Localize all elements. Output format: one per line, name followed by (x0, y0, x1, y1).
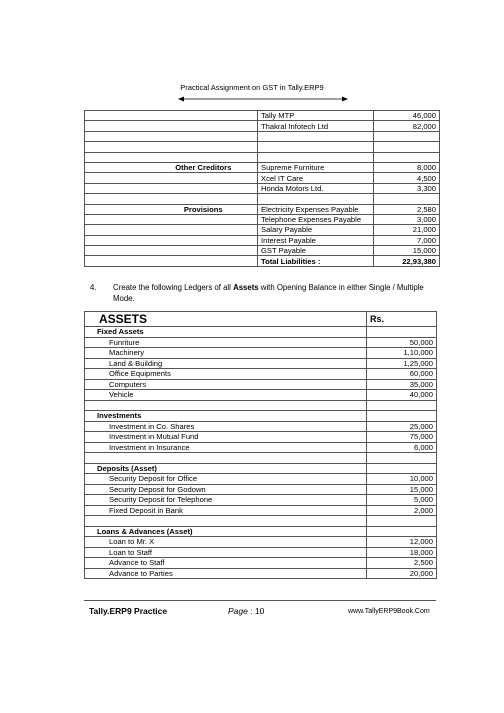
table-row (85, 484, 437, 495)
ledger-amount: 7,000 (374, 235, 440, 245)
table-row (85, 547, 437, 558)
assets-title: ASSETS (85, 312, 367, 327)
ledger-name: Salary Payable (258, 225, 374, 235)
asset-name: Investment in Co. Shares (85, 421, 367, 432)
asset-name: Security Deposit for Telephone (85, 495, 367, 506)
row-spacer (85, 142, 150, 152)
section-name: Deposits (Asset) (85, 463, 367, 474)
asset-name: Loan to Staff (85, 547, 367, 558)
ledger-name (258, 152, 374, 162)
table-row (85, 142, 440, 152)
ledger-amount: 8,000 (374, 162, 440, 172)
footer-page-number: Page : 10 (228, 606, 265, 616)
section-name: Loans & Advances (Asset) (85, 526, 367, 537)
section-name: Fixed Assets (85, 327, 367, 338)
table-row (85, 204, 440, 214)
asset-amount: 35,000 (367, 379, 437, 390)
blank-row (85, 516, 437, 527)
ledger-name (258, 131, 374, 141)
table-row (85, 358, 437, 369)
page-header-title: Practical Assignment on GST in Tally.ERP9 (180, 83, 324, 92)
row-spacer (85, 111, 150, 121)
assets-table (84, 311, 437, 579)
ledger-name: Tally MTP (258, 111, 374, 121)
asset-amount: 6,000 (367, 442, 437, 453)
table-row (85, 505, 437, 516)
table-row (85, 214, 440, 224)
table-row (85, 162, 440, 172)
section-name: Investments (85, 411, 367, 422)
table-row (85, 421, 437, 432)
row-spacer (85, 235, 150, 245)
table-row (85, 558, 437, 569)
table-row (85, 568, 437, 579)
row-spacer (85, 214, 150, 224)
row-spacer (85, 131, 150, 141)
ledger-group (150, 194, 258, 204)
total-label: Total Liabilities : (258, 256, 374, 266)
asset-amount: 5,000 (367, 495, 437, 506)
asset-name: Loan to Mr. X (85, 537, 367, 548)
ledger-amount: 21,000 (374, 225, 440, 235)
ledger-name: GST Payable (258, 246, 374, 256)
asset-name: Funriture (85, 337, 367, 348)
asset-name: Investment in Insurance (85, 442, 367, 453)
asset-name: Land & Building (85, 358, 367, 369)
table-row (85, 152, 440, 162)
row-spacer (85, 173, 150, 183)
table-row (85, 348, 437, 359)
double-arrow-icon (178, 96, 348, 102)
table-row (85, 111, 440, 121)
asset-amount: 50,000 (367, 337, 437, 348)
footer-website: www.TallyERP9Book.Com (348, 608, 430, 615)
ledger-amount: 82,000 (374, 121, 440, 131)
total-amount: 22,93,380 (374, 256, 440, 266)
table-row (85, 121, 440, 131)
asset-name: Fixed Deposit in Bank (85, 505, 367, 516)
table-row (85, 183, 440, 193)
liabilities-table (84, 110, 440, 267)
ledger-name: Telephone Expenses Payable (258, 214, 374, 224)
ledger-amount (374, 131, 440, 141)
row-spacer (85, 183, 150, 193)
asset-name: Vehicle (85, 390, 367, 401)
table-row (85, 131, 440, 141)
row-spacer (85, 400, 367, 411)
row-spacer (367, 327, 437, 338)
table-row (85, 474, 437, 485)
table-row (85, 442, 437, 453)
asset-name: Computers (85, 379, 367, 390)
currency-header: Rs. (367, 312, 437, 327)
ledger-group (150, 246, 258, 256)
row-spacer (85, 516, 367, 527)
ledger-amount: 4,500 (374, 173, 440, 183)
section-header-row (85, 463, 437, 474)
asset-amount: 1,25,000 (367, 358, 437, 369)
section-header-row (85, 327, 437, 338)
table-row (85, 495, 437, 506)
ledger-group (150, 121, 258, 131)
table-row (85, 194, 440, 204)
ledger-amount: 3,300 (374, 183, 440, 193)
blank-row (85, 400, 437, 411)
asset-name: Investment in Mutual Fund (85, 432, 367, 443)
table-row (85, 173, 440, 183)
ledger-amount (374, 142, 440, 152)
asset-amount: 15,000 (367, 484, 437, 495)
table-row (85, 337, 437, 348)
row-spacer (85, 162, 150, 172)
ledger-name: Xcel IT Care (258, 173, 374, 183)
asset-name: Security Deposit for Office (85, 474, 367, 485)
question-number: 4. (90, 283, 97, 292)
asset-amount: 18,000 (367, 547, 437, 558)
ledger-group: Other Creditors (150, 162, 258, 172)
ledger-amount (374, 152, 440, 162)
ledger-amount: 3,000 (374, 214, 440, 224)
question-text: Create the following Ledgers of all Assets with Opening Balance in either Single / Multiple Mode. (113, 283, 424, 303)
section-header-row (85, 526, 437, 537)
ledger-amount: 15,000 (374, 246, 440, 256)
table-row (85, 369, 437, 380)
row-spacer (85, 453, 367, 464)
asset-amount: 2,500 (367, 558, 437, 569)
total-row (85, 256, 440, 266)
ledger-group (150, 152, 258, 162)
asset-amount: 25,000 (367, 421, 437, 432)
asset-amount: 20,000 (367, 568, 437, 579)
blank-row (85, 453, 437, 464)
row-spacer (367, 516, 437, 527)
ledger-name: Supreme Furniture (258, 162, 374, 172)
asset-amount: 12,000 (367, 537, 437, 548)
row-spacer (367, 463, 437, 474)
row-spacer (367, 411, 437, 422)
row-spacer (367, 400, 437, 411)
asset-name: Advance to Staff (85, 558, 367, 569)
ledger-amount: 2,580 (374, 204, 440, 214)
row-spacer (367, 526, 437, 537)
table-row (85, 235, 440, 245)
table-row (85, 379, 437, 390)
ledger-group (150, 111, 258, 121)
table-row (85, 225, 440, 235)
ledger-group (150, 225, 258, 235)
asset-amount: 2,000 (367, 505, 437, 516)
asset-amount: 40,000 (367, 390, 437, 401)
ledger-group (150, 183, 258, 193)
asset-amount: 75,000 (367, 432, 437, 443)
row-spacer (85, 194, 150, 204)
row-spacer (85, 152, 150, 162)
row-spacer (85, 256, 150, 266)
section-header-row (85, 411, 437, 422)
row-spacer (85, 246, 150, 256)
footer-book-title: Tally.ERP9 Practice (89, 606, 168, 616)
ledger-name: Thakral Infotech Ltd (258, 121, 374, 131)
ledger-group (150, 131, 258, 141)
row-spacer (150, 256, 258, 266)
asset-amount: 10,000 (367, 474, 437, 485)
asset-name: Security Deposit for Godown (85, 484, 367, 495)
ledger-name: Interest Payable (258, 235, 374, 245)
ledger-name (258, 142, 374, 152)
ledger-group (150, 173, 258, 183)
row-spacer (85, 225, 150, 235)
footer-divider (84, 600, 436, 601)
table-row (85, 537, 437, 548)
ledger-group: Provisions (150, 204, 258, 214)
row-spacer (85, 121, 150, 131)
asset-name: Advance to Parties (85, 568, 367, 579)
table-row (85, 432, 437, 443)
ledger-group (150, 235, 258, 245)
asset-amount: 1,10,000 (367, 348, 437, 359)
table-row (85, 390, 437, 401)
ledger-amount (374, 194, 440, 204)
row-spacer (367, 453, 437, 464)
ledger-name: Honda Motors Ltd. (258, 183, 374, 193)
asset-name: Office Equipments (85, 369, 367, 380)
assets-title-row (85, 312, 437, 327)
asset-amount: 60,000 (367, 369, 437, 380)
ledger-group (150, 214, 258, 224)
row-spacer (85, 204, 150, 214)
asset-name: Machinery (85, 348, 367, 359)
ledger-name (258, 194, 374, 204)
ledger-name: Electricity Expenses Payable (258, 204, 374, 214)
ledger-group (150, 142, 258, 152)
table-row (85, 246, 440, 256)
ledger-amount: 46,000 (374, 111, 440, 121)
